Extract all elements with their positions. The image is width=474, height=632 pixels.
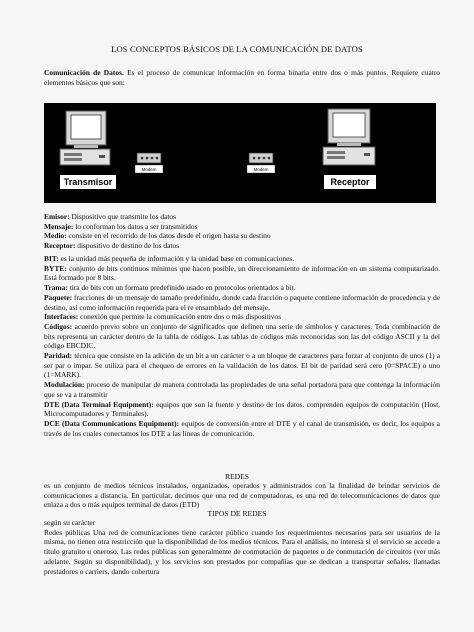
definition-term: Modulación: [44, 380, 85, 390]
definition-item [44, 312, 440, 322]
transmitter-computer-icon [60, 111, 110, 165]
definition-item [44, 283, 440, 293]
definition-text: conjunto de bits continuos mínimos que hacen posible, un direccionamiento de información en un sistema computarizado. Está formado por 8 bits. [44, 263, 440, 283]
definition-text: equipos que son la fuente y destino de los datos. comprenden equipos de computación (Host, Microcomputadores y Terminales). [44, 399, 441, 419]
definition-term: BIT: [44, 254, 59, 263]
redes-text: es un conjunto de medios técnicos instalados, organizados, operados y administrados con la finalidad de brindar servicios de comunicaciones a distancia. En particular, decimos que una red de computadoras, es una red de telecomunicaciones de datos que enlaza a dos o más equipos terminal de datos (ETD) [44, 481, 440, 510]
modem-right-label: Modem [253, 167, 269, 172]
redes-paragraph [44, 481, 440, 510]
intro-text: Es el proceso de comunicar información en forma binaria entre dos o más puntos. Requiere cuatro elementos básicos que son: [44, 68, 441, 87]
communication-diagram [44, 103, 436, 203]
element-item [44, 212, 440, 222]
definition-item [44, 322, 440, 351]
modem-left-icon [135, 153, 163, 173]
definition-item [44, 254, 440, 264]
element-term: Emisor: [44, 212, 70, 221]
element-term: Medio: [44, 231, 67, 241]
modem-left-label: Modem [141, 167, 157, 172]
definition-term: DTE (Data Terminal Equipment): [44, 399, 154, 409]
definition-text: fracciones de un mensaje de tamaño predefinido, donde cada fracción o paquete contiene información de procedencia y de destino, así como información requerida para el re ensamblado del mensaje. [44, 292, 440, 312]
redes-heading: REDES [224, 472, 250, 481]
element-item [44, 241, 440, 251]
tipos-text: Redes públicas Una red de comunicaciones tiene carácter público cuando los requerimientos necesarios para ser usuarios de la misma, no tienen otra restricción que la disponibilidad de los medios técnicos. Para el análisis, no interesa si el servicio se accede a título gratuito u oneroso. Las redes públicas son generalmente de conmutación de paquetes o de conmutación de circuitos (ver más adelante. Según su disponibilidad), y los servicios son prestados por compañías que se dedican a transportar señales, llamadas prestadores o carriers, dando cobertura [44, 527, 440, 576]
definition-text: es la unidad más pequeña de información y la unidad base en comunicaciones. [58, 254, 295, 263]
diagram-svg [44, 103, 436, 203]
definition-text: conexión que permite la comunicación entre dos o más dispositivos [78, 312, 282, 322]
definition-term: DCE (Data Communications Equipment): [44, 418, 180, 428]
receiver-label: Receptor [330, 177, 370, 187]
definition-term: Interfaces: [44, 312, 79, 322]
tipos-heading: TIPOS DE REDES [207, 509, 267, 518]
element-text: dispositivo de destino de los datos [75, 241, 180, 251]
definition-item [44, 400, 440, 419]
page-title: LOS CONCEPTOS BÁSICOS DE LA COMUNICACIÓN DE DATOS [111, 44, 363, 54]
definition-term: Paridad: [44, 351, 73, 361]
element-text: consiste en el recorrido de los datos desde el origen hasta su destino [66, 231, 271, 241]
definition-item [44, 380, 440, 399]
element-text: Dispositivo que transmite los datos [69, 212, 177, 221]
element-item [44, 231, 440, 241]
definition-term: Paquete: [44, 292, 73, 302]
tipos-paragraph [44, 518, 440, 576]
definition-item [44, 419, 440, 438]
definition-term: Trama: [44, 283, 68, 293]
definitions-list [44, 254, 440, 438]
definition-item [44, 293, 440, 312]
definition-text: proceso de manipular de manera controlada las propiedades de una señal portadora para que contenga la información que se va a transmitir [44, 380, 440, 399]
definition-term: Códigos: [44, 321, 73, 331]
transmitter-label: Transmisor [63, 177, 113, 187]
definition-text: técnica que consiste en la adición de un bit a un carácter o a un bloque de caracteres para forzar al conjunto de unos (1) a ser par o impar. Se utiliza para el chequeo de errores en la validación de los datos. El bit de paridad será cero (0=SPACE) o uno (1=MARK). [44, 351, 440, 380]
definition-term: BYTE: [44, 263, 67, 273]
definition-text: tira de bits con un formato predefinido usado en protocolos orientados a bit. [67, 283, 296, 293]
definition-item [44, 351, 440, 380]
receiver-computer-icon [323, 109, 375, 165]
intro-term: Comunicación de Datos. [44, 68, 124, 77]
element-text: lo conforman los datos a ser transmitidos [73, 221, 198, 231]
definition-text: equipos de conversión entre el DTE y el canal de transmisión, es decir, los equipos a través de los cuales conectamos los DTE a las líneas de comunicación. [44, 418, 440, 438]
elements-list [44, 212, 440, 251]
modem-right-icon [247, 153, 275, 173]
definition-item [44, 264, 440, 283]
tipos-subheading: según su carácter [44, 518, 96, 527]
element-term: Receptor: [44, 241, 76, 251]
element-item [44, 222, 440, 232]
definition-text: acuerdo previo sobre un conjunto de significados que definen una serie de símbolos y caracteres. Toda combinación de bits representa un carácter dentro de la tabla de códigos. Las tablas de códigos más reconocidas son las del código ASCII y la del código EBCDIC. [44, 321, 440, 351]
element-term: Mensaje: [44, 221, 74, 231]
intro-paragraph [44, 68, 440, 87]
